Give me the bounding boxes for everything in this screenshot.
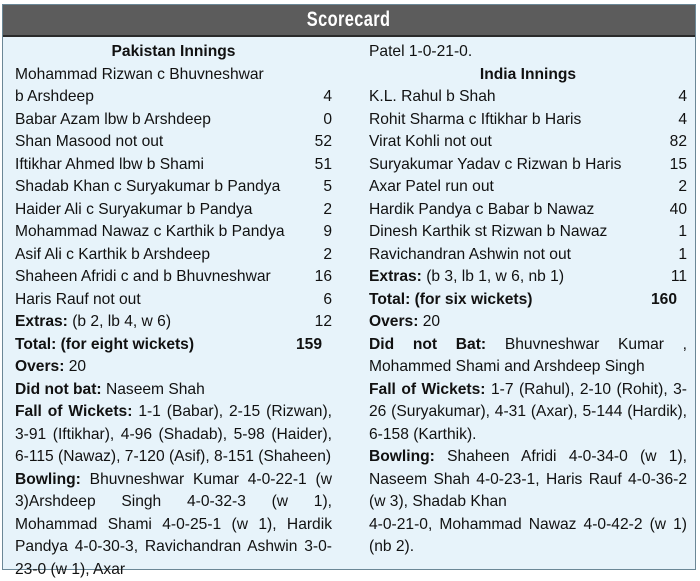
pakistan-heading: Pakistan Innings [15,41,332,64]
overs-row: Overs: 20 [15,356,332,379]
batting-row: Shadab Khan c Suryakumar b Pandya 5 [15,176,332,199]
overs-row: Overs: 20 [369,311,687,334]
batting-row: Asif Ali c Karthik b Arshdeep 2 [15,244,332,267]
total-row: Total: (for six wickets) 160 [369,289,687,312]
batting-row: Babar Azam lbw b Arshdeep 0 [15,109,332,132]
batting-row: Shan Masood not out 52 [15,131,332,154]
bowling-figures: Bowling: Bhuvneshwar Kumar 4-0-22-1 (w 3)Arshdeep Singh 4-0-32-3 (w 1), Mohammad Shami 4-0-25-1 (w 1), Hardik Pandya 4-0-30-3, Ravichandran Ashwin 3-0-23-0 (w 1), Axar [15,469,332,581]
bowling-continuation: Patel 1-0-21-0. [369,41,687,64]
batting-row: Mohammad Rizwan c Bhuvneshwar [15,64,332,87]
extras-row: Extras: (b 2, lb 4, w 6) 12 [15,311,332,334]
bowling-continuation: 4-0-21-0, Mohammad Nawaz 4-0-42-2 (w 1) (nb 2). [369,514,687,559]
batting-row: Mohammad Nawaz c Karthik b Pandya 9 [15,221,332,244]
fall-of-wickets: Fall of Wickets: 1-7 (Rahul), 2-10 (Rohit), 3-26 (Suryakumar), 4-31 (Axar), 5-144 (Hardik), 6-158 (Karthik). [369,379,687,447]
batting-row: Iftikhar Ahmed lbw b Shami 51 [15,154,332,177]
total-row: Total: (for eight wickets) 159 [15,334,332,357]
fall-of-wickets: Fall of Wickets: 1-1 (Babar), 2-15 (Rizwan), 3-91 (Iftikhar), 4-96 (Shadab), 5-98 (Haider), 6-115 (Nawaz), 7-120 (Asif), 8-151 (Shaheen) [15,401,332,469]
batting-row: Suryakumar Yadav c Rizwan b Haris 15 [369,154,687,177]
extras-row: Extras: (b 3, lb 1, w 6, nb 1) 11 [369,266,687,289]
batting-row: Axar Patel run out 2 [369,176,687,199]
did-not-bat: Did not Bat: Bhuvneshwar Kumar , Mohammed Shami and Arshdeep Singh [369,334,687,379]
pakistan-innings [15,41,332,581]
batting-row: Shaheen Afridi c and b Bhuvneshwar 16 [15,266,332,289]
scorecard-panel [2,4,696,570]
india-heading: India Innings [369,64,687,87]
batting-row: Hardik Pandya c Babar b Nawaz 40 [369,199,687,222]
scorecard-title: Scorecard [3,5,695,37]
batting-row: Rohit Sharma c Iftikhar b Haris 4 [369,109,687,132]
batting-row: Dinesh Karthik st Rizwan b Nawaz 1 [369,221,687,244]
batting-row: K.L. Rahul b Shah 4 [369,86,687,109]
india-innings [369,41,687,559]
did-not-bat: Did not bat: Naseem Shah [15,379,332,402]
bowling-figures: Bowling: Shaheen Afridi 4-0-34-0 (w 1), Naseem Shah 4-0-23-1, Haris Rauf 4-0-36-2 (w 3), Shadab Khan [369,446,687,514]
batting-row: Haider Ali c Suryakumar b Pandya 2 [15,199,332,222]
batting-row: Virat Kohli not out 82 [369,131,687,154]
batting-row: Haris Rauf not out 6 [15,289,332,312]
batting-row: b Arshdeep 4 [15,86,332,109]
batting-row: Ravichandran Ashwin not out 1 [369,244,687,267]
